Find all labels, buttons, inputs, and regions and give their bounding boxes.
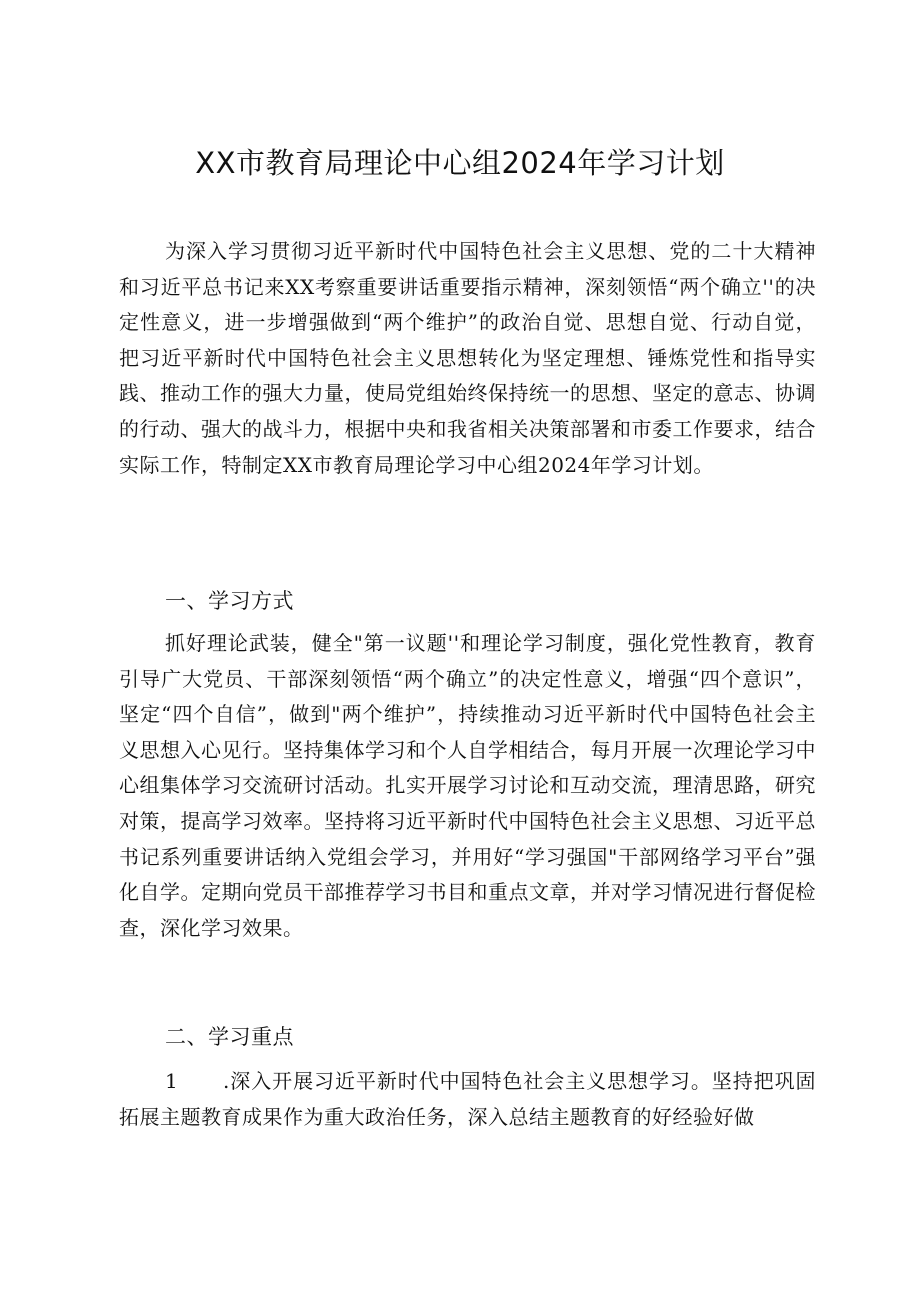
study-focus-item-1 bbox=[119, 1064, 816, 1135]
document-title: XX市教育局理论中心组2024年学习计划 bbox=[195, 146, 725, 180]
item-text: .深入开展习近平新时代中国特色社会主义思想学习。坚持把巩固拓展主题教育成果作为重大政治任务，深入总结主题教育的好经验好做 bbox=[119, 1069, 816, 1129]
study-method-paragraph: 抓好理论武装，健全"第一议题''和理论学习制度，强化党性教育，教育引导广大党员、干部深刻领悟“两个确立”的决定性意义，增强“四个意识”，坚定“四个自信”，做到"两个维护”，持续推动习近平新时代中国特色社会主义思想入心见行。坚持集体学习和个人自学相结合，每月开展一次理论学习中心组集体学习交流研讨活动。扎实开展学习讨论和互动交流，理清思路，研究对策，提高学习效率。坚持将习近平新时代中国特色社会主义思想、习近平总书记系列重要讲话纳入党组会学习，并用好“学习强国"干部网络学习平台”强化自学。定期向党员干部推荐学习书目和重点文章，并对学习情况进行督促检查，深化学习效果。 bbox=[119, 631, 816, 940]
intro-paragraph: 为深入学习贯彻习近平新时代中国特色社会主义思想、党的二十大精神和习近平总书记来XX考察重要讲话重要指示精神，深刻领悟“两个确立''的决定性意义，进一步增强做到“两个维护”的政治自觉、思想自觉、行动自觉，把习近平新时代中国特色社会主义思想转化为坚定理想、锤炼党性和指导实践、推动工作的强大力量，使局党组始终保持统一的思想、坚定的意志、协调的行动、强大的战斗力，根据中央和我省相关决策部署和市委工作要求，结合实际工作，特制定XX市教育局理论学习中心组2024年学习计划。 bbox=[119, 239, 816, 477]
section-heading-study-method: 一、学习方式 bbox=[165, 589, 294, 613]
item-number: 1 bbox=[165, 1069, 179, 1093]
section-heading-study-focus: 二、学习重点 bbox=[165, 1025, 294, 1049]
